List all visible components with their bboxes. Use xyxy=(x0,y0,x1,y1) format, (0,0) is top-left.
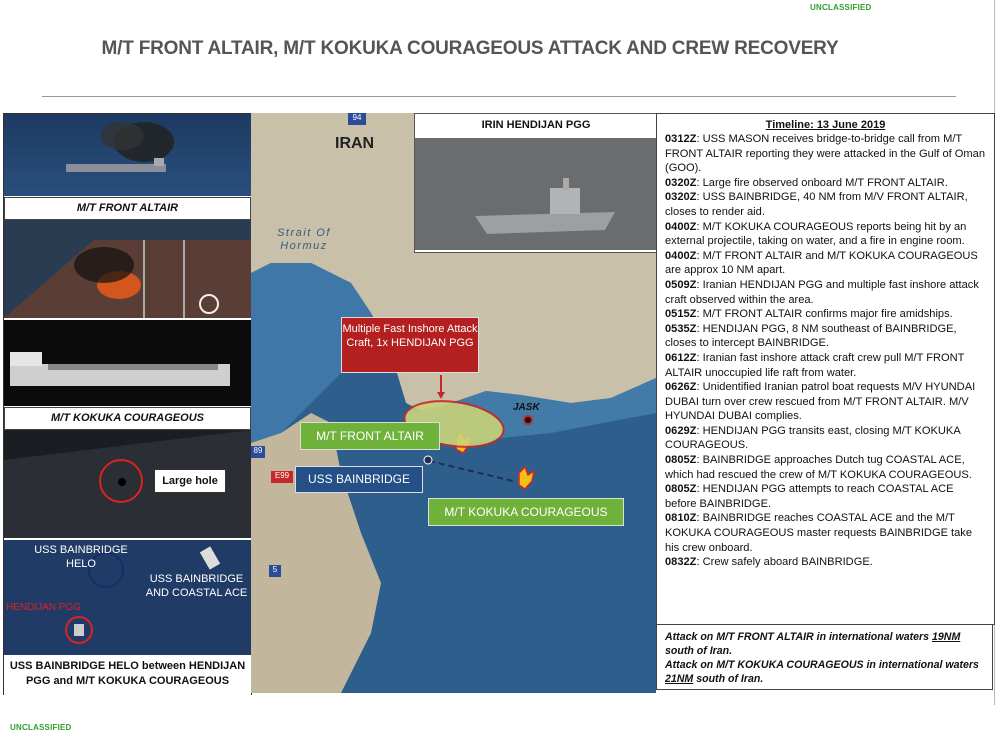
helo-caption: USS BAINBRIDGE HELO between HENDIJAN PGG and M/T KOKUKA COURAGEOUS xyxy=(4,656,251,697)
front-altair-label: M/T FRONT ALTAIR xyxy=(300,422,440,450)
timeline-time: 0312Z xyxy=(665,133,697,145)
timeline-text: : HENDIJAN PGG transits east, closing M/T KOKUKA COURAGEOUS. xyxy=(665,424,961,452)
coastal-ace-label: USS BAINBRIDGE AND COASTAL ACE xyxy=(145,573,248,599)
timeline-header: Timeline: 13 June 2019 xyxy=(765,119,886,131)
timeline-text: : Large fire observed onboard M/T FRONT ALTAIR. xyxy=(696,176,948,189)
timeline-time: 0626Z xyxy=(665,381,697,394)
timeline-panel xyxy=(656,113,995,625)
title-divider xyxy=(42,96,956,97)
page-title: M/T FRONT ALTAIR, M/T KOKUKA COURAGEOUS ATTACK AND CREW RECOVERY xyxy=(101,38,839,59)
timeline-entry xyxy=(665,220,986,249)
timeline-time: 0400Z xyxy=(665,220,697,233)
kokuka-photo xyxy=(4,320,251,406)
timeline-text: : BAINBRIDGE reaches COASTAL ACE and the M/T KOKUKA COURAGEOUS master requests BAINBRIDGE take his crew onboard. xyxy=(665,512,973,554)
summary-altair: Attack on M/T FRONT ALTAIR in international waters 19NM south of Iran. xyxy=(665,631,961,657)
timeline-text: : Iranian HENDIJAN PGG and multiple fast inshore attack craft observed within the area. xyxy=(665,278,979,306)
timeline-time: 0629Z xyxy=(665,424,697,437)
classification-bottom: UNCLASSIFIED xyxy=(10,723,72,732)
timeline-time: 0805Z xyxy=(665,483,697,496)
timeline-text: : M/T KOKUKA COURAGEOUS reports being hit by an external projectile, taking on water, and a fire in engine room. xyxy=(665,220,967,248)
helo-label: USS BAINBRIDGE HELO xyxy=(34,544,128,570)
timeline-time: 0810Z xyxy=(665,512,697,525)
timeline-text: : HENDIJAN PGG, 8 NM southeast of BAINBRIDGE, closes to intercept BAINBRIDGE. xyxy=(665,322,957,350)
timeline-entry xyxy=(665,482,986,511)
timeline-text: : USS BAINBRIDGE, 40 NM from M/V FRONT ALTAIR, closes to render aid. xyxy=(665,191,968,218)
timeline-text: : Iranian fast inshore attack craft crew pull M/T FRONT ALTAIR unoccupied life raft from water. xyxy=(665,351,965,379)
route-shield-94: 94 xyxy=(348,113,366,125)
timeline-time: 0320Z xyxy=(665,176,697,189)
jask-label: JASK xyxy=(513,402,540,413)
bainbridge-label: USS BAINBRIDGE xyxy=(295,466,423,493)
timeline-time: 0509Z xyxy=(665,278,697,291)
altair-photo xyxy=(4,114,251,196)
timeline-entry xyxy=(665,453,986,482)
timeline-text: : HENDIJAN PGG attempts to reach COASTAL ACE before BAINBRIDGE. xyxy=(665,483,954,510)
timeline-time: 0400Z xyxy=(665,249,697,262)
iran-label: IRAN xyxy=(335,135,375,152)
hendijan-photo-label: HENDIJAN PGG xyxy=(6,602,82,613)
timeline-time: 0515Z xyxy=(665,308,697,321)
timeline-entry xyxy=(665,249,986,278)
timeline-list xyxy=(657,131,994,570)
timeline-text: : BAINBRIDGE approaches Dutch tug COASTAL ACE, which had rescued the crew of M/T KOKUKA COURAGEOUS. xyxy=(665,454,972,481)
timeline-text: : M/T FRONT ALTAIR confirms major fire amidships. xyxy=(696,308,953,321)
summary-panel xyxy=(656,624,993,690)
timeline-entry xyxy=(665,322,986,351)
timeline-entry xyxy=(665,307,986,322)
timeline-entry xyxy=(665,190,986,219)
timeline-entry xyxy=(665,176,986,191)
timeline-time: 0535Z xyxy=(665,322,697,335)
kokuka-label: M/T KOKUKA COURAGEOUS xyxy=(428,498,624,526)
route-shield-89: 89 xyxy=(251,446,265,458)
kokuka-caption: M/T KOKUKA COURAGEOUS xyxy=(4,407,251,430)
inset-photo xyxy=(415,138,656,250)
timeline-text: : USS MASON receives bridge-to-bridge call from M/T FRONT ALTAIR reporting they were attacked in the Gulf of Oman (GOO). xyxy=(665,133,986,175)
timeline-text: : Unidentified Iranian patrol boat requests M/V HYUNDAI DUBAI turn over crew rescued from M/T FRONT ALTAIR. M/V HYUNDAI DUBAI complies. xyxy=(665,381,976,423)
timeline-time: 0320Z xyxy=(665,191,697,204)
altair-caption: M/T FRONT ALTAIR xyxy=(4,197,251,220)
photo-column xyxy=(3,113,252,695)
summary-kokuka: Attack on M/T KOKUKA COURAGEOUS in international waters 21NM south of Iran. xyxy=(665,659,979,685)
attack-craft-callout: Multiple Fast Inshore Attack Craft, 1x HENDIJAN PGG xyxy=(341,317,479,373)
large-hole-label: Large hole xyxy=(154,469,226,493)
timeline-time: 0805Z xyxy=(665,454,697,467)
map xyxy=(251,113,656,693)
inset-title: IRIN HENDIJAN PGG xyxy=(481,119,591,131)
timeline-time: 0832Z xyxy=(665,556,697,569)
classification-top: UNCLASSIFIED xyxy=(810,3,872,12)
timeline-time: 0612Z xyxy=(665,351,697,364)
timeline-text: : M/T FRONT ALTAIR and M/T KOKUKA COURAGEOUS are approx 10 NM apart. xyxy=(665,249,978,277)
timeline-entry xyxy=(665,351,986,380)
timeline-entry xyxy=(665,278,986,307)
hendijan-inset xyxy=(414,113,656,253)
timeline-entry xyxy=(665,511,986,555)
timeline-entry xyxy=(665,380,986,424)
timeline-entry xyxy=(665,555,986,570)
timeline-entry xyxy=(665,424,986,453)
route-shield-5: 5 xyxy=(269,565,281,577)
strait-label: Strait Of Hormuz xyxy=(277,227,331,252)
altair-deck-photo xyxy=(4,220,251,318)
timeline-entry xyxy=(665,132,986,176)
route-shield-e99: E99 xyxy=(271,471,293,483)
timeline-text: : Crew safely aboard BAINBRIDGE. xyxy=(696,556,873,569)
